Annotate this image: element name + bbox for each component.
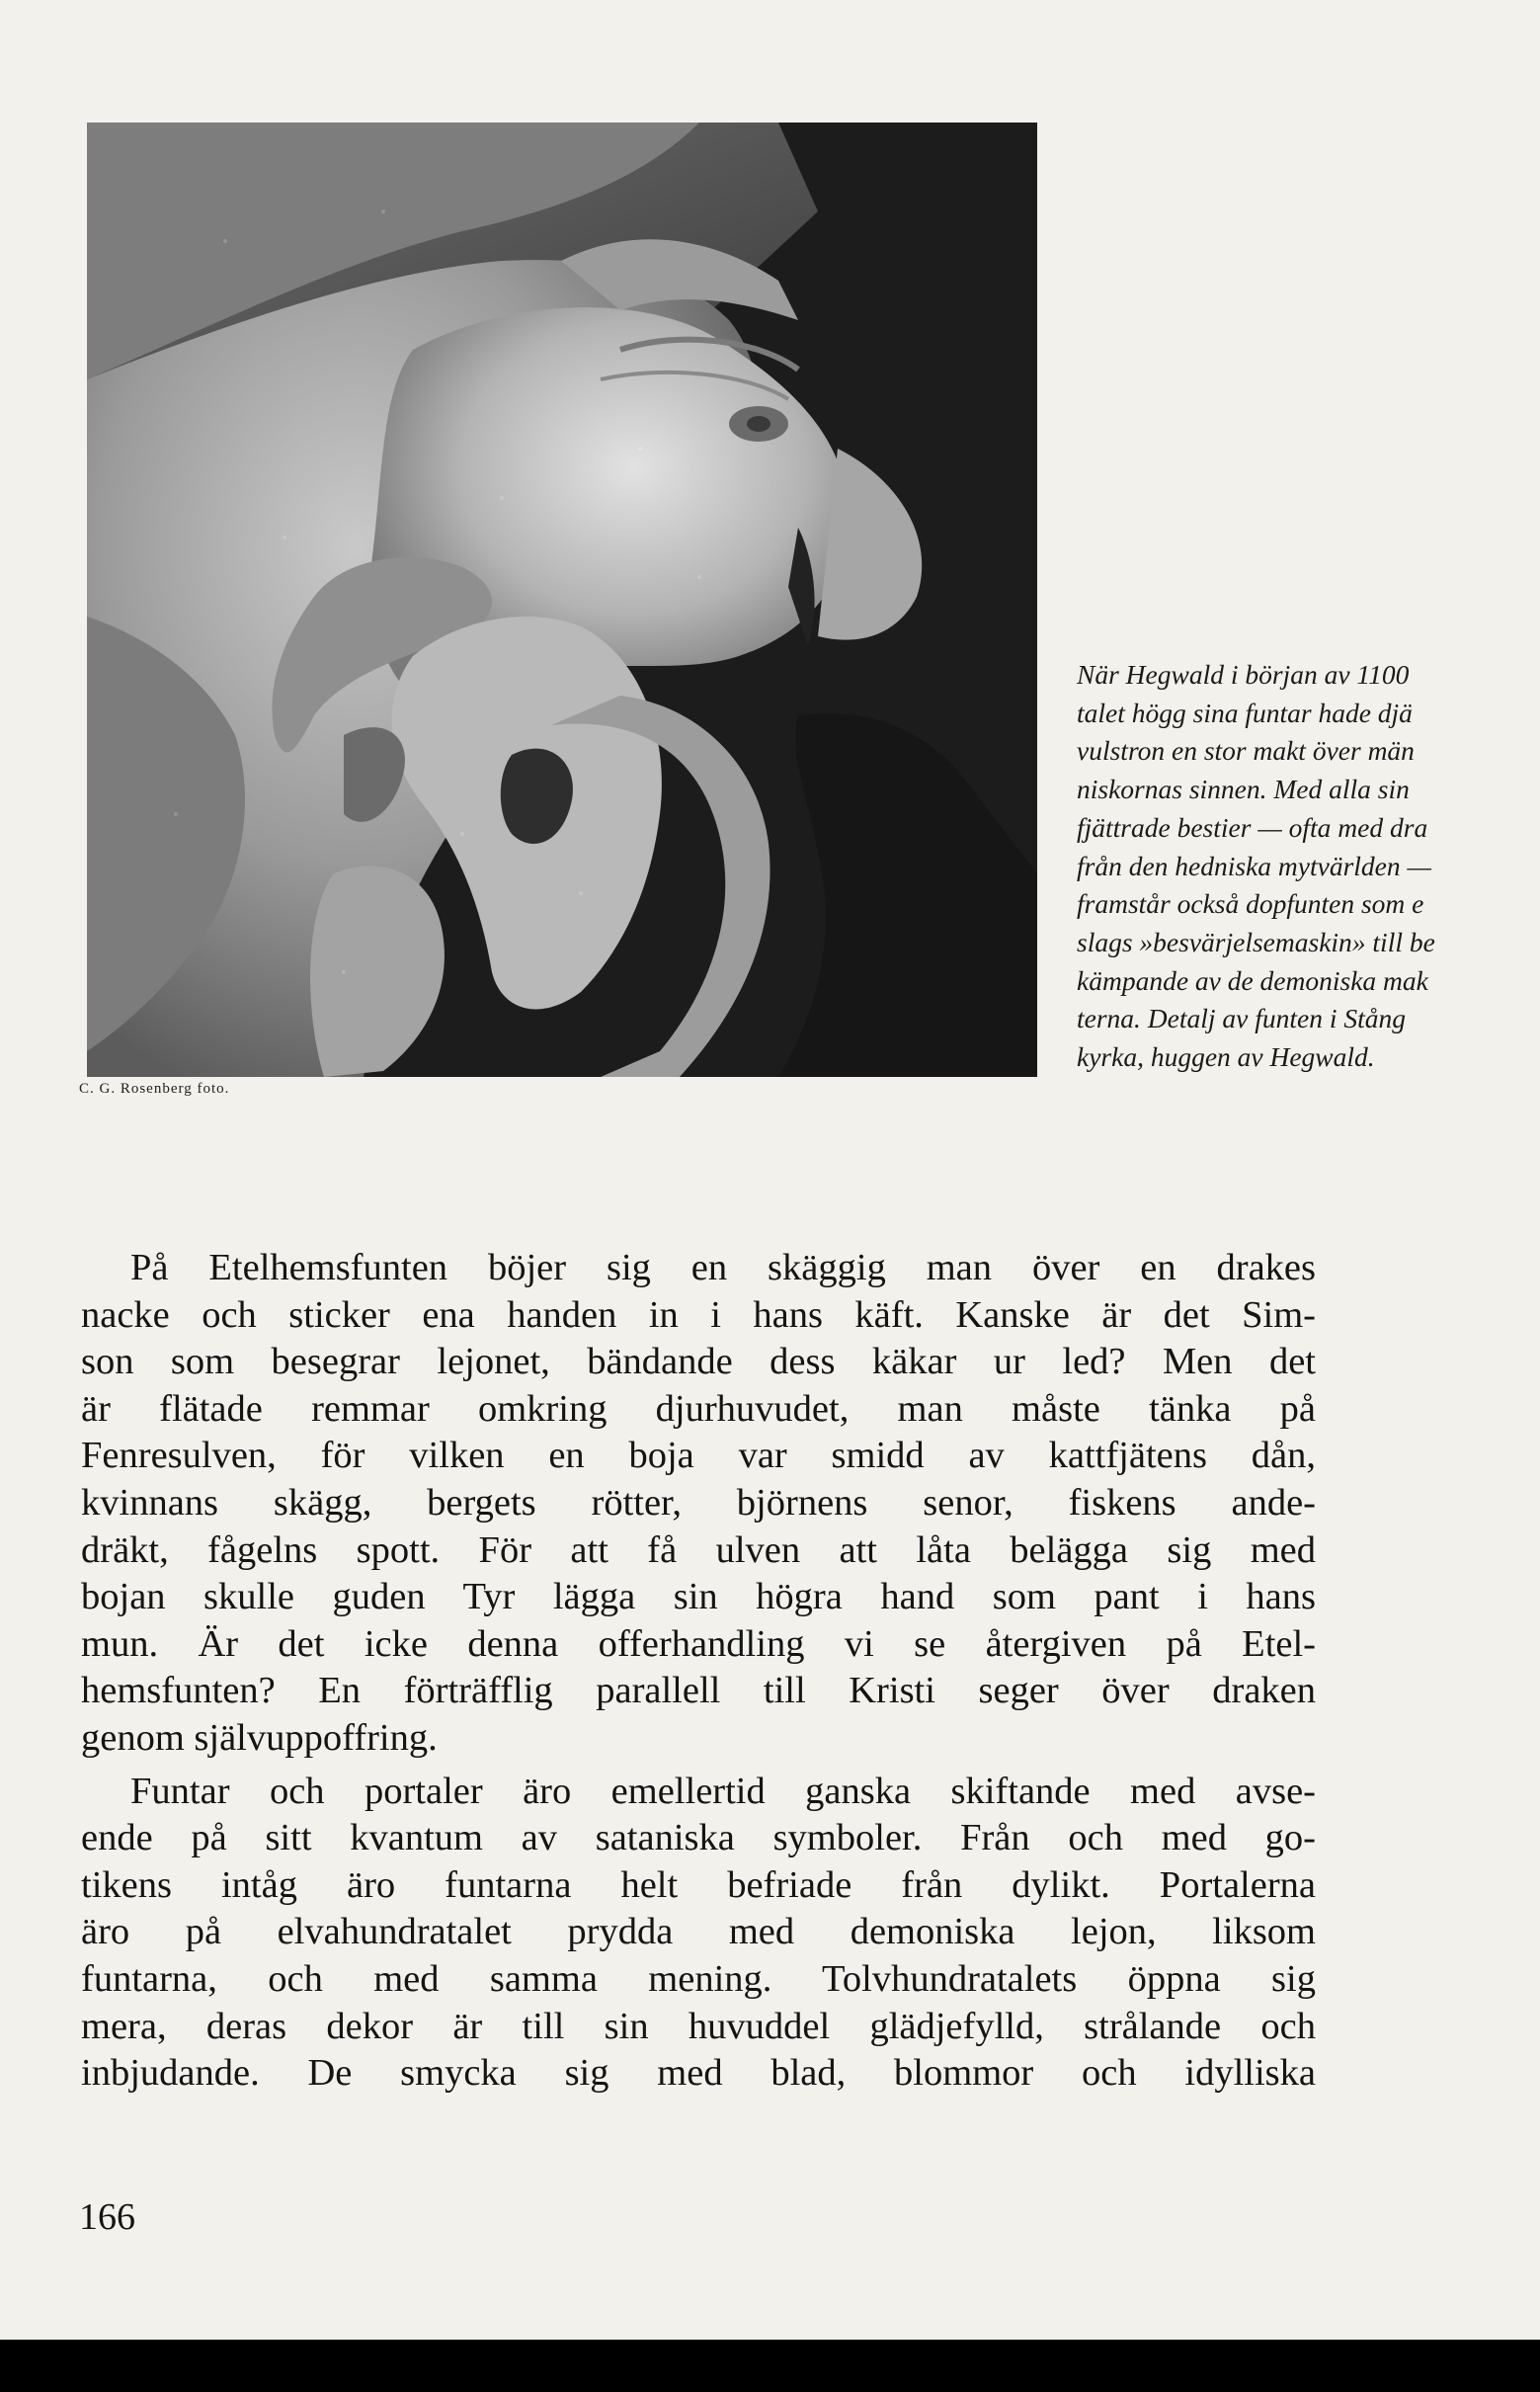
text-line: hemsfunten? En förträfflig parallell till Kristi seger över draken bbox=[81, 1670, 1316, 1712]
text-line: dräkt, fågelns spott. För att få ulven att låta belägga sig med bbox=[81, 1528, 1316, 1571]
caption-line: När Hegwald i början av 1100 bbox=[1077, 659, 1410, 690]
photo-credit: C. G. Rosenberg foto. bbox=[79, 1081, 230, 1097]
caption-line: kämpande av de demoniska mak bbox=[1077, 964, 1428, 996]
paragraph-2 bbox=[81, 1769, 1316, 2098]
carving-photo-image bbox=[87, 123, 1037, 1077]
text-line: På Etelhemsfunten böjer sig en skäggig man över en drakes bbox=[130, 1247, 1316, 1288]
text-line: är flätade remmar omkring djurhuvudet, man måste tänka på bbox=[81, 1387, 1316, 1430]
caption-line: från den hedniska mytvärlden — bbox=[1077, 850, 1431, 881]
carving-photograph bbox=[87, 123, 1037, 1077]
caption-line: niskornas sinnen. Med alla sin bbox=[1077, 774, 1410, 805]
page-number: 166 bbox=[79, 2196, 135, 2238]
caption-line: talet högg sina funtar hade djä bbox=[1077, 697, 1413, 728]
text-line: nacke och sticker ena handen in i hans käft. Kanske är det Sim- bbox=[81, 1293, 1316, 1336]
text-line: kvinnans skägg, bergets rötter, björnens senor, fiskens ande- bbox=[81, 1481, 1316, 1524]
caption-line: terna. Detalj av funten i Stång bbox=[1077, 1003, 1407, 1034]
text-line: mun. Är det icke denna offerhandling vi se återgiven på Etel- bbox=[81, 1622, 1316, 1665]
photo-caption bbox=[1077, 656, 1540, 1077]
caption-line: kyrka, huggen av Hegwald. bbox=[1077, 1041, 1375, 1073]
caption-line: slags »besvärjelsemaskin» till be bbox=[1077, 926, 1435, 957]
text-line: ende på sitt kvantum av sataniska symboler. Från och med go- bbox=[81, 1817, 1316, 1859]
text-line: Fenresulven, för vilken en boja var smidd av kattfjätens dån, bbox=[81, 1435, 1316, 1477]
text-line: funtarna, och med samma mening. Tolvhundratalets öppna sig bbox=[81, 1957, 1316, 2000]
caption-line: fjättrade bestier — ofta med dra bbox=[1077, 811, 1428, 843]
text-line: Funtar och portaler äro emellertid ganska skiftande med avse- bbox=[130, 1770, 1316, 1812]
text-line: tikens intåg äro funtarna helt befriade från dylikt. Portalerna bbox=[81, 1863, 1316, 1906]
caption-line: framstår också dopfunten som e bbox=[1077, 888, 1424, 920]
paragraph-1 bbox=[81, 1245, 1316, 1763]
text-line: mera, deras dekor är till sin huvuddel glädjefylld, strålande och bbox=[81, 2005, 1316, 2047]
text-line: genom självuppoffring. bbox=[81, 1716, 438, 1759]
text-line: äro på elvahundratalet prydda med demoniska lejon, liksom bbox=[81, 1911, 1316, 1953]
text-line: son som besegrar lejonet, bändande dess käkar ur led? Men det bbox=[81, 1341, 1316, 1383]
body-text bbox=[81, 1245, 1316, 2098]
text-line: inbjudande. De smycka sig med blad, blommor och idylliska bbox=[81, 2052, 1316, 2095]
text-line: bojan skulle guden Tyr lägga sin högra hand som pant i hans bbox=[81, 1576, 1316, 1618]
caption-line: vulstron en stor makt över män bbox=[1077, 735, 1415, 767]
scan-edge bbox=[0, 2340, 1540, 2392]
